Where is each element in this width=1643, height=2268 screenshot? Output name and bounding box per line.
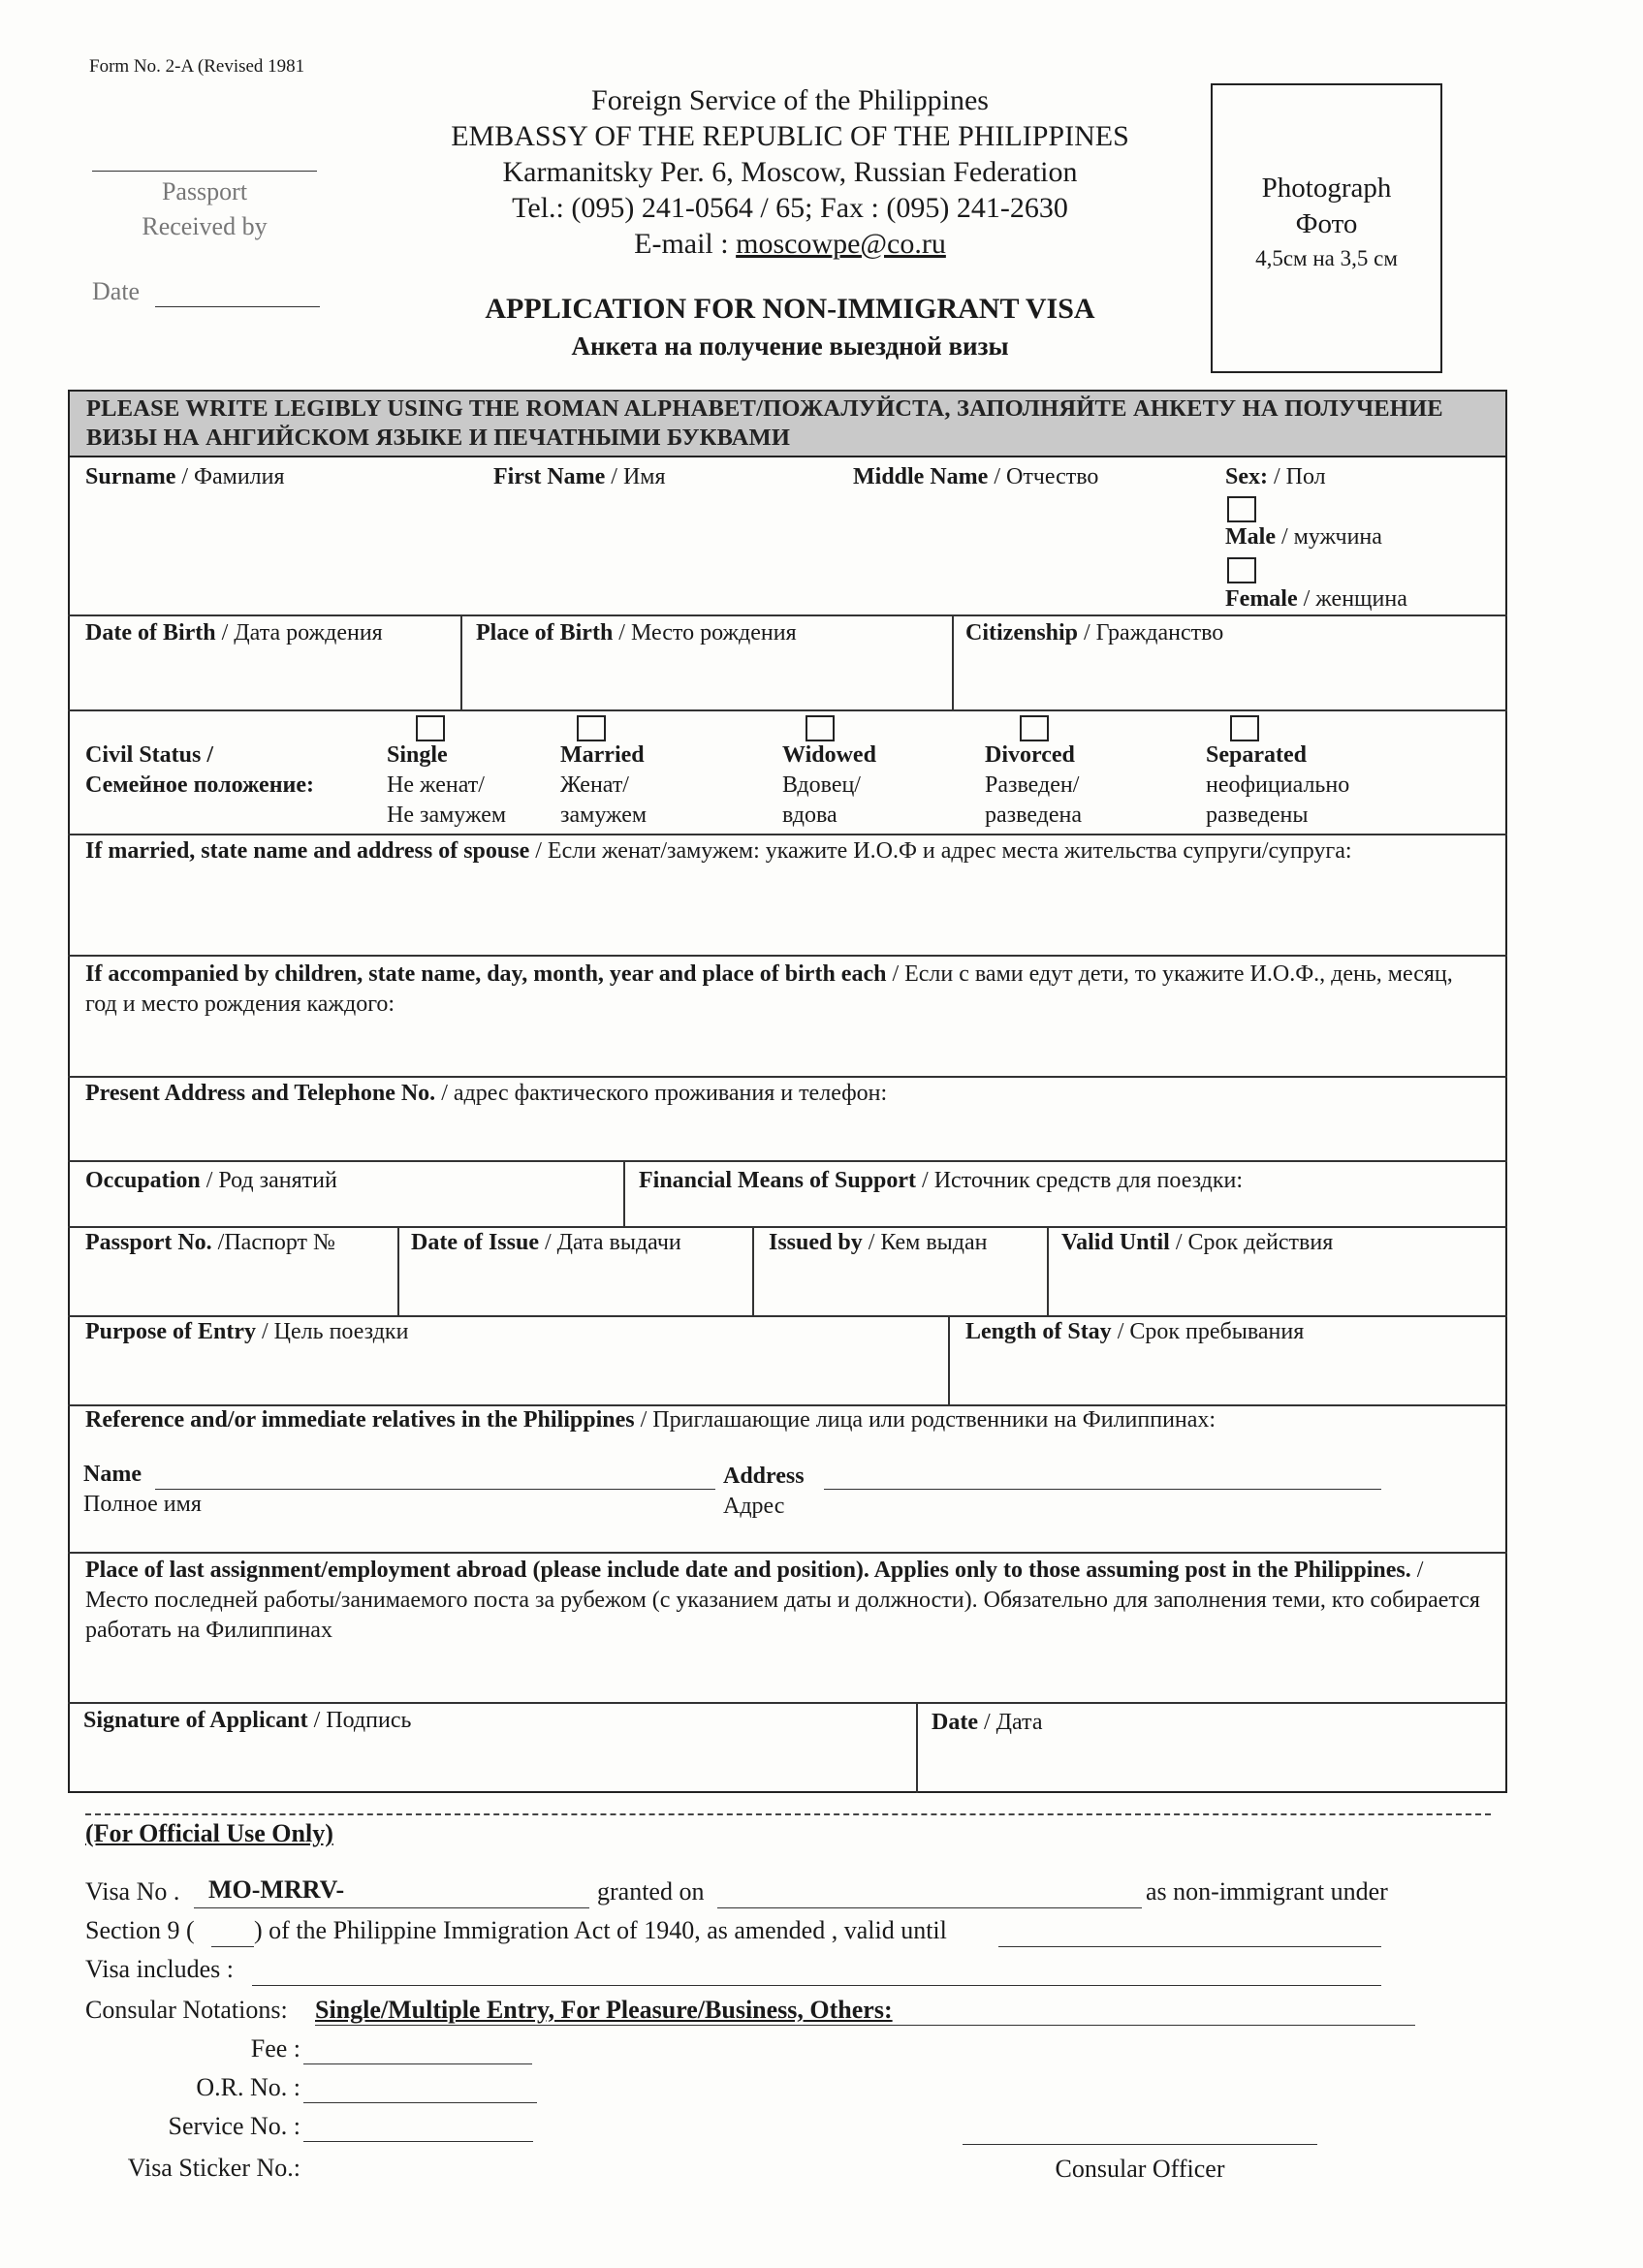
spouse-label: If married, state name and address of spouse / Если женат/замужем: укажите И.О.Ф и адрес места жительства супруги/супруга: bbox=[85, 838, 1352, 864]
photo-box[interactable] bbox=[1211, 83, 1442, 373]
length-label: Length of Stay / Срок пребывания bbox=[965, 1319, 1305, 1344]
embassy-address: Karmanitsky Per. 6, Moscow, Russian Federation bbox=[502, 156, 1078, 188]
photo-label: Photograph bbox=[1261, 173, 1392, 204]
middle-name-label: Middle Name / Отчество bbox=[853, 464, 1099, 489]
instructions-banner: PLEASE WRITE LEGIBLY USING THE ROMAN ALPHABET/ПОЖАЛУЙСТА, ЗАПОЛНЯЙТЕ АНКЕТУ НА ПОЛУЧЕНИЕ ВИЗЫ НА АНГИЙСКОМ ЯЗЫКЕ И ПЕЧАТНЫМИ БУКВАМИ bbox=[70, 392, 1505, 457]
single-option: Single Не женат/ Не замужем bbox=[387, 742, 507, 828]
signature-date-label: Date / Дата bbox=[932, 1710, 1043, 1735]
section-line[interactable] bbox=[211, 1946, 254, 1947]
embassy-phone: Tel.: (095) 241-0564 / 65; Fax : (095) 241-2630 bbox=[512, 192, 1068, 224]
form-title-ru: Анкета на получение выездной визы bbox=[571, 331, 1009, 361]
ref-address-label: Address Адрес bbox=[723, 1464, 805, 1519]
male-label: Male / мужчина bbox=[1225, 524, 1382, 550]
ref-name-label: Name Полное имя bbox=[83, 1462, 202, 1517]
widowed-option: Widowed Вдовец/ вдова bbox=[782, 742, 876, 828]
citizenship-label: Citizenship / Гражданство bbox=[965, 620, 1224, 646]
visa-includes-line[interactable] bbox=[252, 1985, 1381, 1986]
form-title: APPLICATION FOR NON-IMMIGRANT VISA bbox=[485, 293, 1095, 325]
divorced-option: Divorced Разведен/ разведена bbox=[985, 742, 1083, 828]
officer-signature-line[interactable] bbox=[963, 2144, 1317, 2145]
civil-status-label: Civil Status / Семейное положение: bbox=[85, 742, 315, 798]
photo-label-ru: Фото bbox=[1295, 208, 1358, 239]
address-label: Present Address and Telephone No. / адрес фактического проживания и телефон: bbox=[85, 1081, 888, 1106]
occupation-label: Occupation / Род занятий bbox=[85, 1168, 337, 1193]
married-option: Married Женат/ замужем bbox=[560, 742, 648, 828]
official-divider bbox=[85, 1813, 1491, 1815]
fee-line[interactable] bbox=[303, 2063, 532, 2064]
last-assignment-label: Place of last assignment/employment abroad (please include date and position). Applies only to those assuming post in the Philippines. / Место последней работы/занимаемого поста за рубежом (с указанием даты и должности). Обязательно для заполнения теми, кто собирается работать на Филиппинах bbox=[85, 1558, 1480, 1643]
granted-on-label: granted on bbox=[597, 1877, 705, 1906]
passport-received-line bbox=[92, 171, 317, 172]
visa-no-prefix: MO-MRRV- bbox=[208, 1875, 345, 1904]
surname-label: Surname / Фамилия bbox=[85, 464, 285, 489]
embassy-header bbox=[368, 82, 1212, 262]
widowed-checkbox[interactable] bbox=[806, 715, 835, 741]
embassy-name: EMBASSY OF THE REPUBLIC OF THE PHILIPPINES bbox=[451, 120, 1129, 152]
service-no-line[interactable] bbox=[303, 2141, 533, 2142]
visa-no-label: Visa No . bbox=[85, 1877, 180, 1906]
dob-label: Date of Birth / Дата рождения bbox=[85, 620, 383, 646]
divorced-checkbox[interactable] bbox=[1020, 715, 1049, 741]
issued-by-label: Issued by / Кем выдан bbox=[769, 1230, 988, 1255]
single-checkbox[interactable] bbox=[416, 715, 445, 741]
female-label: Female / женщина bbox=[1225, 586, 1407, 612]
sex-label: Sex: / Пол bbox=[1225, 464, 1326, 489]
children-label: If accompanied by children, state name, day, month, year and place of birth each / Если с вами едут дети, то укажите И.О.Ф., день, месяц, год и место рождения каждого: bbox=[85, 961, 1453, 1017]
consular-notations-label: Consular Notations: bbox=[85, 1996, 288, 2024]
male-checkbox[interactable] bbox=[1227, 496, 1256, 522]
email-label: E-mail : bbox=[634, 228, 737, 260]
embassy-email-row bbox=[368, 226, 1212, 262]
photo-size: 4,5см на 3,5 см bbox=[1255, 246, 1398, 270]
separated-option: Separated неофициально разведены bbox=[1206, 742, 1350, 828]
email-link[interactable]: moscowpe@co.ru bbox=[736, 228, 946, 260]
pob-label: Place of Birth / Место рождения bbox=[476, 620, 797, 646]
fee-label: Fee : bbox=[250, 2034, 300, 2063]
service-no-label: Service No. : bbox=[168, 2112, 300, 2140]
passport-received-label: Passport Received by bbox=[142, 177, 268, 240]
financial-label: Financial Means of Support / Источник средств для поездки: bbox=[639, 1168, 1244, 1193]
agency-name: Foreign Service of the Philippines bbox=[591, 84, 989, 116]
section-rest-label: ) of the Philippine Immigration Act of 1940, as amended , valid until bbox=[254, 1916, 947, 1944]
separated-checkbox[interactable] bbox=[1230, 715, 1259, 741]
ref-address-line[interactable] bbox=[824, 1489, 1381, 1490]
signature-label: Signature of Applicant / Подпись bbox=[83, 1708, 412, 1733]
official-heading: (For Official Use Only) bbox=[85, 1819, 333, 1847]
or-no-label: O.R. No. : bbox=[196, 2073, 300, 2101]
consular-officer-label: Consular Officer bbox=[1055, 2155, 1225, 2183]
visa-sticker-label: Visa Sticker No.: bbox=[127, 2154, 300, 2182]
valid-until-label: Valid Until / Срок действия bbox=[1061, 1230, 1334, 1255]
received-date-label: Date bbox=[92, 277, 141, 305]
valid-until-line[interactable] bbox=[998, 1946, 1381, 1947]
as-nonimmigrant-label: as non-immigrant under bbox=[1146, 1877, 1388, 1906]
visa-includes-label: Visa includes : bbox=[85, 1955, 234, 1983]
received-date-line bbox=[155, 306, 320, 307]
consular-notations-line[interactable] bbox=[315, 2025, 1415, 2026]
or-no-line[interactable] bbox=[303, 2102, 537, 2103]
passport-no-label: Passport No. /Паспорт № bbox=[85, 1230, 335, 1255]
visa-no-line[interactable] bbox=[194, 1907, 589, 1908]
purpose-label: Purpose of Entry / Цель поездки bbox=[85, 1319, 409, 1344]
consular-notations-value: Single/Multiple Entry, For Pleasure/Business, Others: bbox=[315, 1996, 893, 2024]
first-name-label: First Name / Имя bbox=[493, 464, 666, 489]
form-number: Form No. 2-A (Revised 1981 bbox=[89, 56, 305, 77]
date-issue-label: Date of Issue / Дата выдачи bbox=[411, 1230, 681, 1255]
granted-on-line[interactable] bbox=[717, 1907, 1142, 1908]
section-label: Section 9 ( bbox=[85, 1916, 195, 1944]
reference-label: Reference and/or immediate relatives in the Philippines / Приглашающие лица или родственники на Филиппинах: bbox=[85, 1407, 1216, 1433]
ref-name-line[interactable] bbox=[155, 1489, 715, 1490]
married-checkbox[interactable] bbox=[577, 715, 606, 741]
female-checkbox[interactable] bbox=[1227, 557, 1256, 583]
